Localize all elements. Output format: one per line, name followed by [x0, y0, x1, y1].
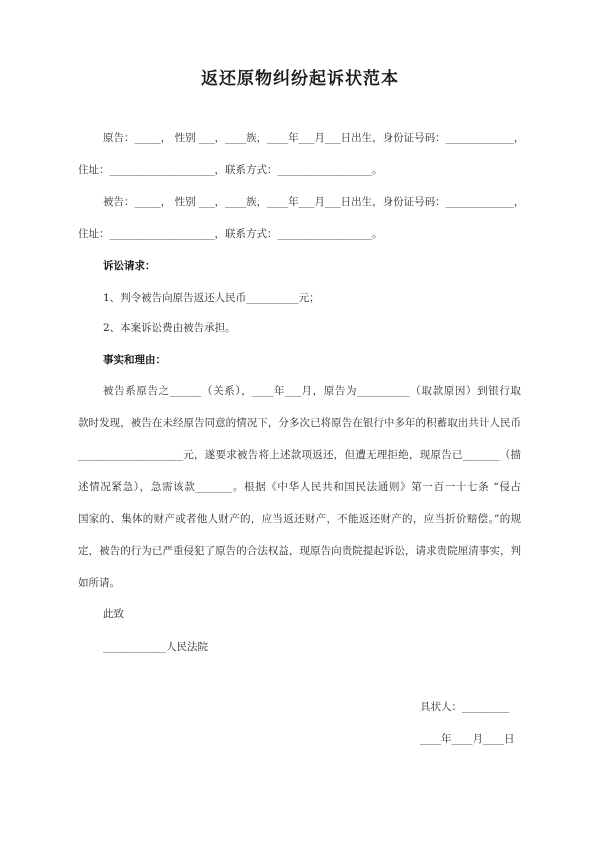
closing-salute: 此致 [103, 608, 124, 620]
court-name-line: ____________人民法院 [103, 641, 208, 653]
defendant-address-line: 住址：____________________，联系方式：__________________。 [78, 228, 383, 240]
claim-item: 1、判令被告向原告返还人民币__________元； [103, 292, 320, 304]
claims-heading: 诉讼请求： [103, 260, 156, 272]
claim-item: 2、本案诉讼费由被告承担。 [103, 322, 236, 334]
document-title: 返还原物纠纷起诉状范本 [201, 69, 399, 89]
plaintiff-address-line: 住址：____________________，联系方式：__________________。 [78, 164, 383, 176]
facts-heading: 事实和理由： [103, 354, 166, 366]
plaintiff-signature-line: 具状人：_________ [420, 701, 510, 713]
facts-line: 国家的、集体的财产或者他人财产的，应当返还财产，不能返还财产的，应当折价赔偿。”的规 [78, 513, 521, 525]
facts-line: 如所请。 [78, 577, 120, 589]
defendant-info-line: 被告：_____， 性别 ___，____族，____年___月___日出生，身份证号码：_____________， [103, 196, 525, 208]
facts-line: ____________________元，遂要求被告将上述款项返还，但遭无理拒绝，现原告已_______（描 [78, 449, 521, 461]
signature-date-line: ____年____月____日 [420, 733, 515, 745]
facts-line: 定，被告的行为已严重侵犯了原告的合法权益，现原告向贵院提起诉讼，请求贵院厘清事实，判 [78, 545, 521, 557]
facts-line: 述情况紧急），急需该款_______。根据《中华人民共和国民法通则》第一百一十七条 “侵占 [78, 481, 521, 493]
facts-line: 款时发现，被告在未经原告同意的情况下，分多次已将原告在银行中多年的积蓄取出共计人民币 [78, 417, 521, 429]
plaintiff-info-line: 原告：_____， 性别 ___，____族，____年___月___日出生，身份证号码：_____________， [103, 132, 525, 144]
facts-line: 被告系原告之______（关系），____年___月，原告为__________（取款原因）到银行取 [103, 385, 521, 397]
